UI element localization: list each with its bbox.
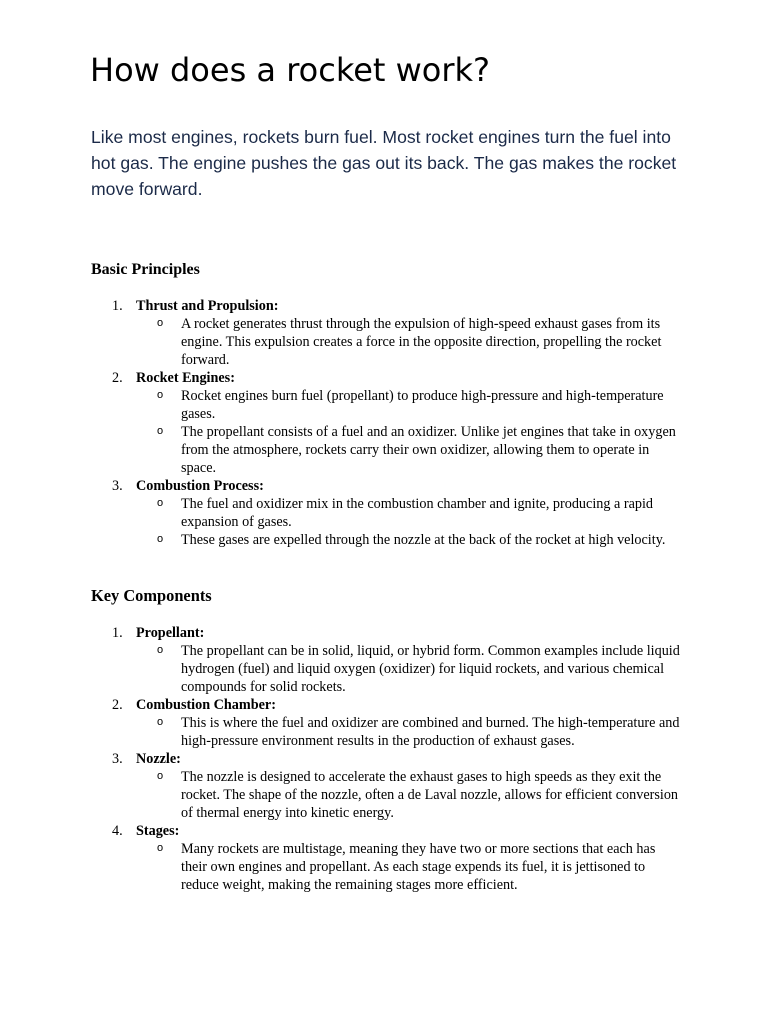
bullet-text: The nozzle is designed to accelerate the exhaust gases to high speeds as they exit the rocket. The shape of the nozzle, often a de Laval nozzle, allows for efficient conversion of thermal energy into kinetic energy. [181, 769, 679, 821]
bullet-text: The fuel and oxidizer mix in the combustion chamber and ignite, producing a rapid expansion of gases. [181, 496, 653, 530]
intro-paragraph: Like most engines, rockets burn fuel. Most rocket engines turn the fuel into hot gas. The engine pushes the gas out its back. The gas makes the rocket move forward. [91, 127, 677, 199]
document-title: How does a rocket work? [90, 51, 491, 89]
circle-bullet-icon: o [157, 497, 164, 509]
item-title: Rocket Engines: [136, 370, 235, 386]
sub-bullet-list [0, 315, 768, 369]
circle-bullet-icon: o [157, 770, 164, 782]
item-number: 1. [112, 298, 123, 314]
bullet-text: A rocket generates thrust through the expulsion of high-speed exhaust gases from its engine. This expulsion creates a force in the opposite direction, propelling the rocket forward. [181, 316, 662, 368]
section-heading-key-components: Key Components [91, 586, 212, 605]
sub-bullet-item [0, 423, 681, 477]
item-title: Stages: [136, 823, 180, 839]
item-number: 3. [112, 478, 123, 494]
section-heading-basic-principles: Basic Principles [91, 261, 200, 278]
bullet-text: These gases are expelled through the nozzle at the back of the rocket at high velocity. [181, 532, 666, 548]
item-number: 2. [112, 370, 123, 386]
circle-bullet-icon: o [157, 716, 164, 728]
item-title: Nozzle: [136, 751, 181, 767]
sub-bullet-item [0, 714, 681, 750]
item-number: 4. [112, 823, 123, 839]
circle-bullet-icon: o [157, 842, 164, 854]
sub-bullet-item [0, 642, 681, 696]
sub-bullet-list [0, 840, 768, 894]
sub-bullet-item [0, 495, 681, 531]
list-item [0, 369, 768, 477]
list-item [0, 822, 768, 894]
sub-bullet-item [0, 387, 681, 423]
item-title: Combustion Chamber: [136, 697, 276, 713]
bullet-text: The propellant can be in solid, liquid, or hybrid form. Common examples include liquid hydrogen (fuel) and liquid oxygen (oxidizer) for liquid rockets, and various chemical compounds for solid rockets. [181, 643, 680, 695]
sub-bullet-item [0, 315, 681, 369]
sub-bullet-item [0, 768, 681, 822]
item-number: 3. [112, 751, 123, 767]
key-components-list [0, 624, 768, 894]
item-title: Combustion Process: [136, 478, 264, 494]
item-title: Thrust and Propulsion: [136, 298, 279, 314]
bullet-text: Rocket engines burn fuel (propellant) to produce high-pressure and high-temperature gases. [181, 388, 664, 422]
circle-bullet-icon: o [157, 425, 164, 437]
item-title: Propellant: [136, 625, 205, 641]
sub-bullet-list [0, 714, 768, 750]
circle-bullet-icon: o [157, 317, 164, 329]
basic-principles-list [0, 297, 768, 549]
circle-bullet-icon: o [157, 533, 164, 545]
bullet-text: The propellant consists of a fuel and an oxidizer. Unlike jet engines that take in oxygen from the atmosphere, rockets carry their own oxidizer, allowing them to operate in space. [181, 424, 676, 476]
list-item [0, 696, 768, 750]
sub-bullet-list [0, 495, 768, 549]
circle-bullet-icon: o [157, 644, 164, 656]
sub-bullet-list [0, 768, 768, 822]
item-number: 1. [112, 625, 123, 641]
circle-bullet-icon: o [157, 389, 164, 401]
sub-bullet-item [0, 531, 681, 549]
list-item [0, 477, 768, 549]
item-number: 2. [112, 697, 123, 713]
list-item [0, 750, 768, 822]
list-item [0, 624, 768, 696]
sub-bullet-list [0, 387, 768, 477]
bullet-text: This is where the fuel and oxidizer are combined and burned. The high-temperature and high-pressure environment results in the production of exhaust gases. [181, 715, 680, 749]
list-item [0, 297, 768, 369]
sub-bullet-item [0, 840, 681, 894]
bullet-text: Many rockets are multistage, meaning they have two or more sections that each has their own engines and propellant. As each stage expends its fuel, it is jettisoned to reduce weight, making the remaining stages more efficient. [181, 841, 656, 893]
sub-bullet-list [0, 642, 768, 696]
